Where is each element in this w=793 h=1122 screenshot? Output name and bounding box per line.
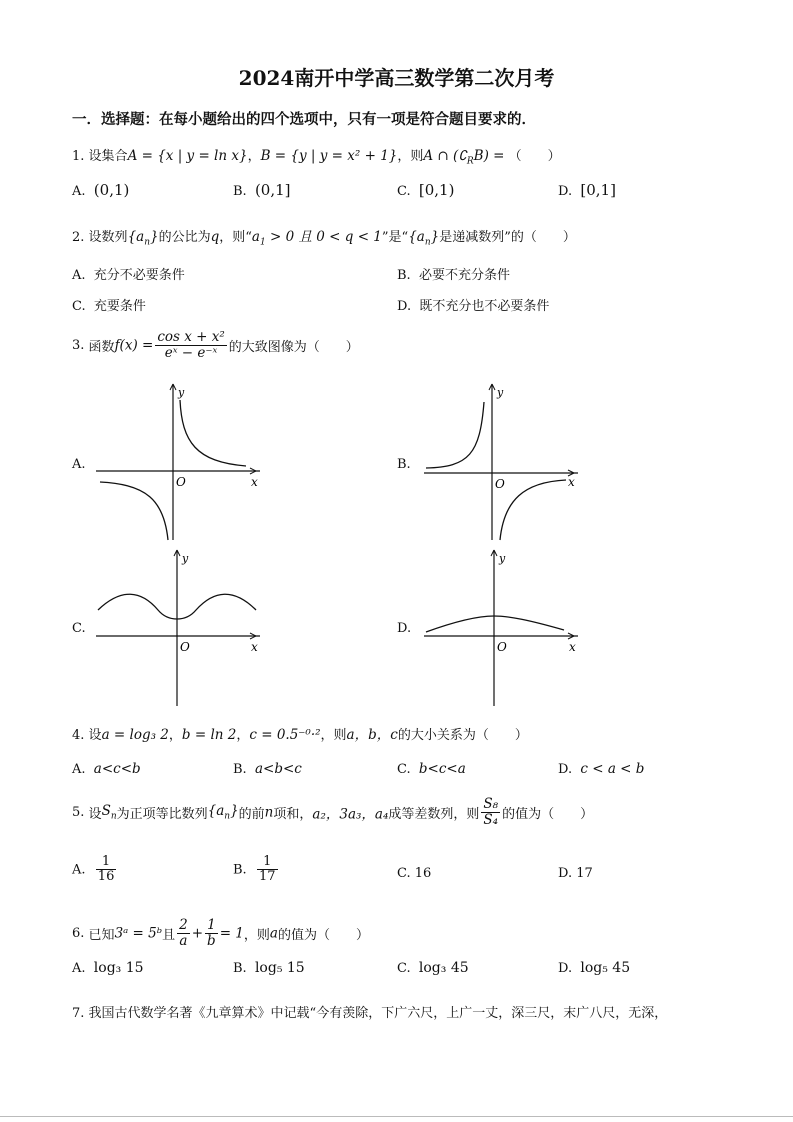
y-label: y: [497, 386, 504, 399]
question-7: 7. 我国古代数学名著《九章算术》中记载“今有羡除，下广六尺，上广一丈，深三尺，末广八尺，无深，: [72, 1006, 668, 1021]
curve: [426, 616, 564, 632]
q4-option-c[interactable]: C. b<c<a: [397, 761, 466, 777]
origin-label: O: [180, 640, 190, 654]
section-heading: 一．选择题：在每小题给出的四个选项中，只有一项是符合题目要求的．: [72, 111, 536, 128]
q6-option-b[interactable]: B. log₅ 15: [233, 960, 305, 976]
q4-option-d[interactable]: D. c < a < b: [558, 761, 645, 777]
q1-blank: （ ）: [508, 149, 561, 164]
q1-lead: 设集合: [88, 149, 128, 164]
q1-option-d[interactable]: D. [0,1]: [558, 181, 616, 199]
q5-option-b[interactable]: B. $\frac{1}{17}$: [233, 854, 276, 885]
q1-set-b: B = {y | y = x² + 1}: [260, 148, 398, 164]
q1-set-a: A = {x | y = ln x}: [127, 148, 248, 164]
origin-label: O: [176, 475, 186, 489]
graph-d[interactable]: [424, 548, 594, 708]
q2-option-c[interactable]: C. 充要条件: [72, 299, 146, 314]
q6-option-d[interactable]: D. log₅ 45: [558, 960, 631, 976]
x-label: x: [251, 475, 258, 489]
q1-option-b[interactable]: B. (0,1]: [233, 181, 291, 199]
q5-option-d[interactable]: D. 17: [558, 866, 593, 881]
curve-right-branch: [500, 480, 566, 540]
graph-a[interactable]: [96, 382, 266, 542]
y-label: y: [178, 386, 185, 399]
q5-option-a[interactable]: A. $\frac{1}{16}$: [72, 854, 115, 885]
curve-right-branch: [180, 400, 246, 466]
q1-then: ，则: [397, 149, 424, 164]
q4-option-b[interactable]: B. a<b<c: [233, 761, 302, 777]
x-label: x: [251, 640, 258, 654]
q6-option-a[interactable]: A. log₃ 15: [72, 960, 144, 976]
q2-option-a[interactable]: A. 充分不必要条件: [72, 268, 185, 283]
origin-label: O: [497, 640, 507, 654]
q1-option-c[interactable]: C. [0,1): [397, 181, 455, 199]
question-number: 1.: [72, 149, 85, 164]
q2-option-d[interactable]: D. 既不充分也不必要条件: [397, 299, 550, 314]
question-1: [72, 145, 561, 167]
question-5: 5. 设$S_n$为正项等比数列$\{a_n\}$的前n项和，a₂，3a₃，a₄成等差数列，则 $\frac{\text{S₈}}{\text{S₄}}$ 的值为（ ）: [72, 796, 594, 828]
q3-option-c[interactable]: C.: [72, 621, 86, 636]
curve-left-branch: [426, 402, 484, 468]
q3-option-a[interactable]: A.: [72, 457, 86, 472]
curve-left-branch: [100, 482, 168, 540]
q3-option-d[interactable]: D.: [397, 621, 412, 636]
question-6: 6. 已知3ᵃ = 5ᵇ且 $\frac{2}{a}$ + $\frac{1}{b}$ = 1，则a的值为（ ）: [72, 917, 369, 949]
q3-option-b[interactable]: B.: [397, 457, 411, 472]
question-3: 3. 函数f(x) = $\frac{\text{cos x + x²}}{\text{eˣ − e⁻ˣ}}$ 的大致图像为（ ）: [72, 329, 359, 361]
q1-expr: A ∩ $(∁_RB)$ =: [423, 148, 505, 167]
x-label: x: [568, 475, 575, 489]
graph-b[interactable]: [424, 382, 594, 542]
x-label: x: [569, 640, 576, 654]
page-bottom-divider: [0, 1116, 793, 1117]
q5-option-c[interactable]: C. 16: [397, 866, 432, 881]
q4-option-a[interactable]: A. a<c<b: [72, 761, 141, 777]
question-4: 4. 设a = log₃ 2，b = ln 2，c = 0.5⁻⁰·²，则a，b，c的大小关系为（ ）: [72, 727, 528, 743]
q6-option-c[interactable]: C. log₃ 45: [397, 960, 469, 976]
q1-comma: ，: [247, 149, 261, 164]
page-title: 2024南开中学高三数学第二次月考: [238, 66, 555, 90]
graph-c[interactable]: [96, 548, 266, 708]
q1-option-a[interactable]: A. (0,1): [72, 181, 130, 199]
q2-option-b[interactable]: B. 必要不充分条件: [397, 268, 510, 283]
origin-label: O: [495, 477, 505, 491]
y-label: y: [182, 552, 189, 565]
y-label: y: [499, 552, 506, 565]
question-2: 2. 设数列$\{a_n\}$的公比为q，则“$a_1 > 0$ 且 0 < q < 1”是“$\{a_n\}$是递减数列”的（ ）: [72, 229, 576, 248]
